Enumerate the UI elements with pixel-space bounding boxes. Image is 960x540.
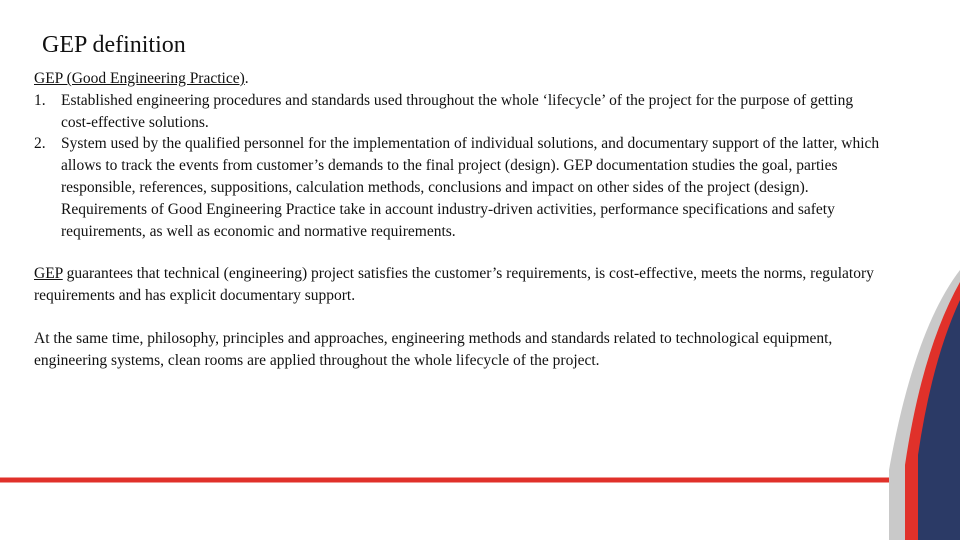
guarantee-text: guarantees that technical (engineering) project satisfies the customer’s requirements, is cost-effective, meets the norms, regulatory requirements and has explicit documentary support. xyxy=(34,265,874,305)
guarantee-paragraph xyxy=(34,263,884,307)
gep-term: GEP xyxy=(34,265,63,283)
navy-shape xyxy=(918,300,960,540)
slide-title: GEP definition xyxy=(42,32,186,58)
gray-shadow-shape xyxy=(889,270,960,540)
slide-body xyxy=(34,68,884,372)
intro-line xyxy=(34,68,884,90)
intro-suffix: . xyxy=(244,70,249,87)
list-item-number: 2. xyxy=(34,135,46,153)
intro-term: GEP (Good Engineering Practice) xyxy=(34,70,245,87)
red-shape xyxy=(905,282,960,540)
list-item-number: 1. xyxy=(34,91,46,109)
list-item-text: System used by the qualified personnel for the implementation of individual solutions, and documentary support of the latter, which allows to track the events from customer’s demands to the final project (design). GEP documentation studies the goal, parties responsible, references, suppositions, calculation methods, conclusions and impact on other sides of the project (design). Requirements of Good Engineering Practice take in account industry-driven activities, performance specifications and safety requirements, as well as economic and normative requirements. xyxy=(61,135,880,240)
list-item xyxy=(34,133,884,242)
definition-list xyxy=(34,90,884,243)
lifecycle-paragraph: At the same time, philosophy, principles and approaches, engineering methods and standards related to technological equipment, engineering systems, clean rooms are applied throughout the whole lifecycle of the project. xyxy=(34,329,833,369)
list-item-text: Established engineering procedures and standards used throughout the whole ‘lifecycle’ of the project for the purpose of getting cost-effective solutions. xyxy=(61,91,854,131)
list-item xyxy=(34,90,884,134)
